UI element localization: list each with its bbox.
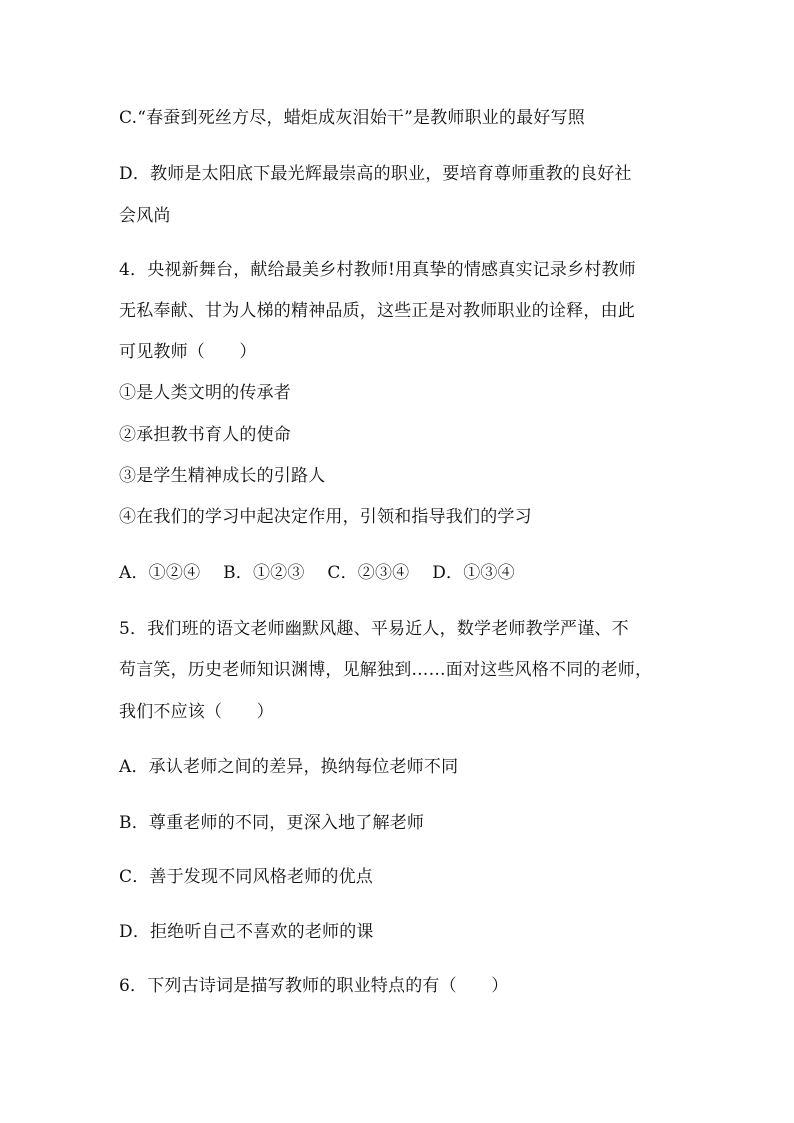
question-4-line1: 4．央视新舞台，献给最美乡村教师!用真挚的情感真实记录乡村教师 <box>119 260 636 280</box>
option-5c: C．善于发现不同风格老师的优点 <box>119 867 374 887</box>
option-5b: B．尊重老师的不同，更深入地了解老师 <box>119 813 425 833</box>
statement-2: ②承担教书育人的使命 <box>119 425 291 445</box>
question-5-line3: 我们不应该（ ） <box>119 702 274 722</box>
question-5-line1: 5．我们班的语文老师幽默风趣、平易近人，数学老师教学严谨、不 <box>119 619 629 639</box>
question-4-options: A．①②④ B．①②③ C．②③④ D．①③④ <box>119 563 515 583</box>
question-5-line2: 苟言笑，历史老师知识渊博，见解独到……面对这些风格不同的老师， <box>119 660 653 680</box>
option-5a: A．承认老师之间的差异，换纳每位老师不同 <box>119 757 459 777</box>
statement-1: ①是人类文明的传承者 <box>119 383 291 403</box>
question-4-line3: 可见教师（ ） <box>119 342 257 362</box>
option-3d-line2: 会风尚 <box>119 206 171 226</box>
option-3c: C.“春蚕到死丝方尽，蜡炬成灰泪始干”是教师职业的最好写照 <box>119 108 585 128</box>
question-4-line2: 无私奉献、甘为人梯的精神品质，这些正是对教师职业的诠释，由此 <box>119 301 635 321</box>
statement-4: ④在我们的学习中起决定作用，引领和指导我们的学习 <box>119 507 532 527</box>
statement-3: ③是学生精神成长的引路人 <box>119 466 326 486</box>
option-5d: D．拒绝听自己不喜欢的老师的课 <box>119 922 374 942</box>
question-6: 6．下列古诗词是描写教师的职业特点的有（ ） <box>119 976 509 996</box>
option-3d-line1: D．教师是太阳底下最光辉最崇高的职业，要培育尊师重教的良好社 <box>119 164 632 184</box>
